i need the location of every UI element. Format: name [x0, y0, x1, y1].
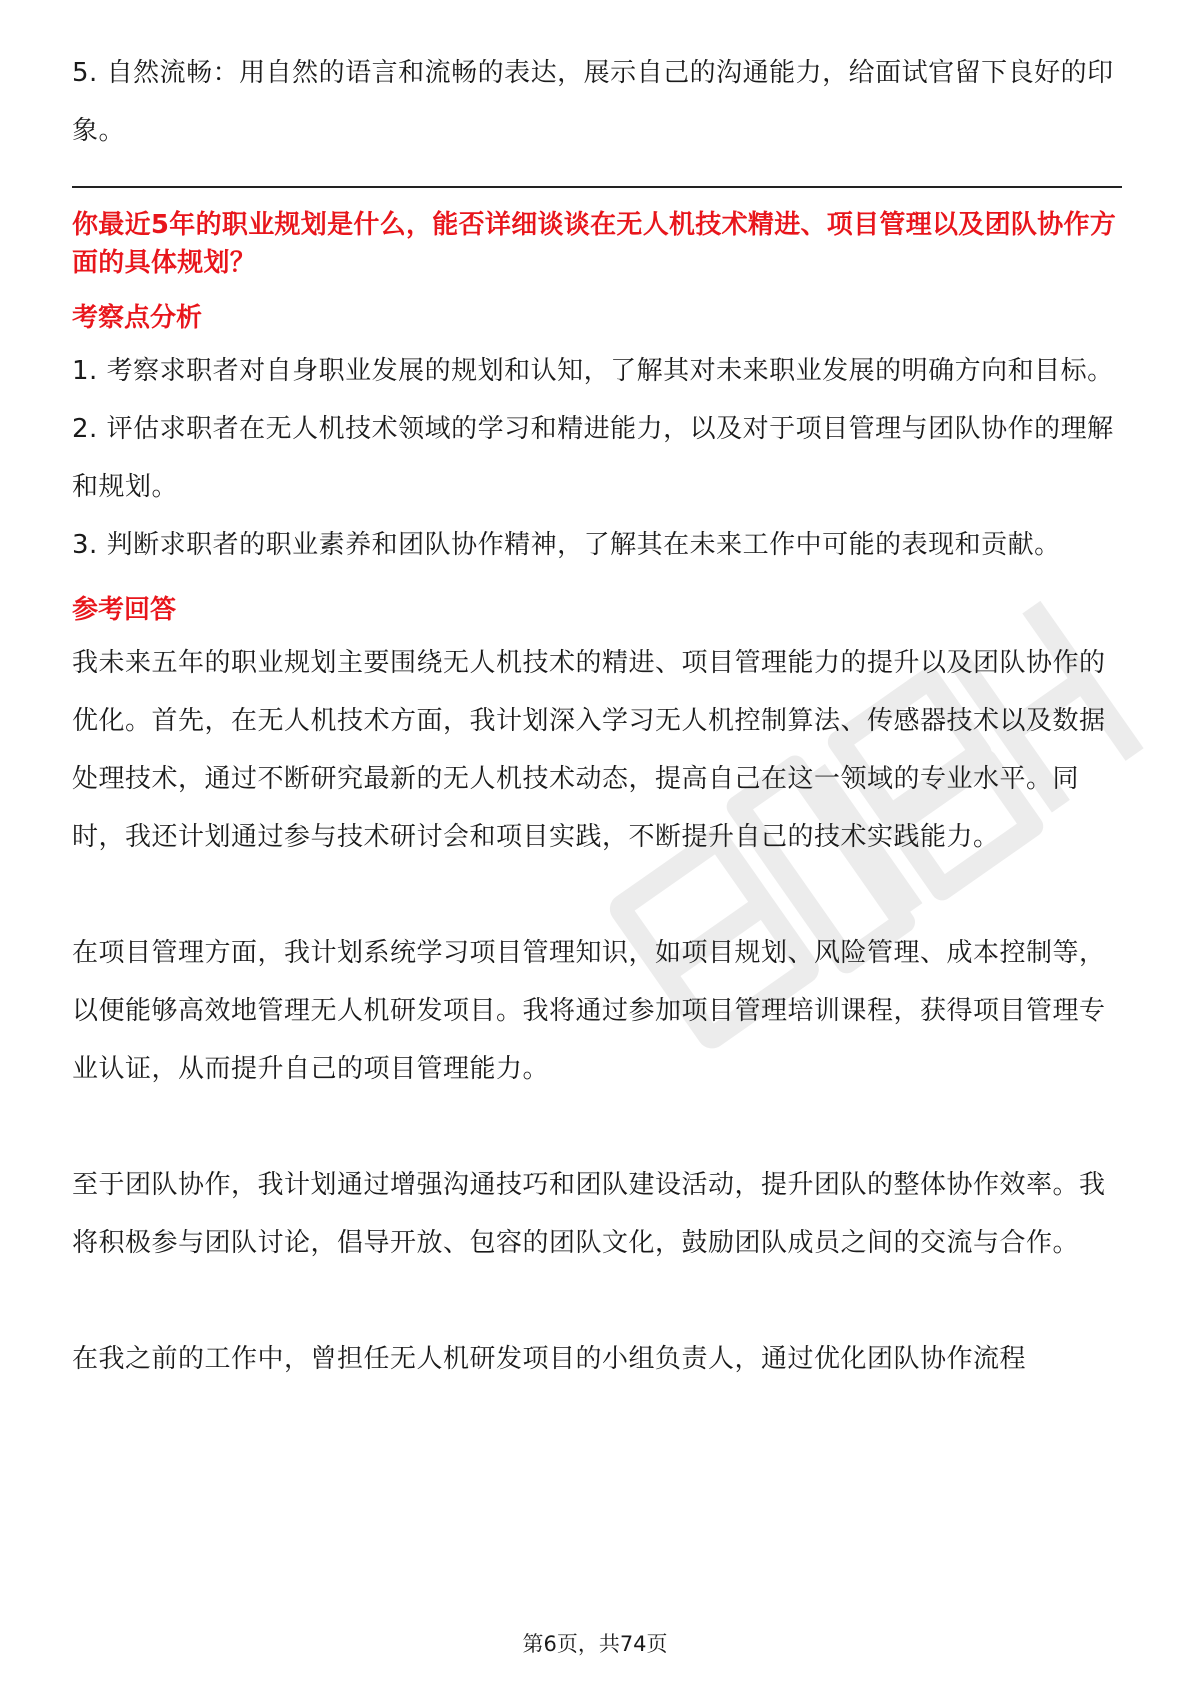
answer-paragraph: 在项目管理方面，我计划系统学习项目管理知识，如项目规划、风险管理、成本控制等，以便能够高效地管理无人机研发项目。我将通过参加项目管理培训课程，获得项目管理专业认证，从而提升自己的项目管理能力。: [72, 938, 1106, 1084]
answer-paragraph: 我未来五年的职业规划主要围绕无人机技术的精进、项目管理能力的提升以及团队协作的优化。首先，在无人机技术方面，我计划深入学习无人机控制算法、传感器技术以及数据处理技术，通过不断研究最新的无人机技术动态，提高自己在这一领域的专业水平。同时，我还计划通过参与技术研讨会和项目实践，不断提升自己的技术实践能力。: [72, 648, 1106, 852]
answer-heading: 参考回答: [72, 595, 177, 625]
page-content: [72, 44, 1122, 1388]
analysis-heading: 考察点分析: [72, 303, 203, 333]
paragraph-spacer: [72, 1098, 1122, 1156]
section-divider: [72, 186, 1122, 188]
interview-question: 你最近5年的职业规划是什么，能否详细谈谈在无人机技术精进、项目管理以及团队协作方面的具体规划？: [72, 210, 1117, 278]
analysis-item: 3. 判断求职者的职业素养和团队协作精神，了解其在未来工作中可能的表现和贡献。: [72, 530, 1061, 560]
paragraph-spacer: [72, 1272, 1122, 1330]
answer-paragraph: 至于团队协作，我计划通过增强沟通技巧和团队建设活动，提升团队的整体协作效率。我将积极参与团队讨论，倡导开放、包容的团队文化，鼓励团队成员之间的交流与合作。: [72, 1170, 1106, 1258]
analysis-item: 1. 考察求职者对自身职业发展的规划和认知，了解其对未来职业发展的明确方向和目标。: [72, 356, 1114, 386]
analysis-item: 2. 评估求职者在无人机技术领域的学习和精进能力，以及对于项目管理与团队协作的理解和规划。: [72, 414, 1114, 502]
answer-paragraph: 在我之前的工作中，曾担任无人机研发项目的小组负责人，通过优化团队协作流程: [72, 1344, 1027, 1374]
top-list-item: 5. 自然流畅：用自然的语言和流畅的表达，展示自己的沟通能力，给面试官留下良好的印象。: [72, 58, 1114, 146]
paragraph-spacer: [72, 866, 1122, 924]
page-footer: 第6页，共74页: [522, 1632, 668, 1656]
